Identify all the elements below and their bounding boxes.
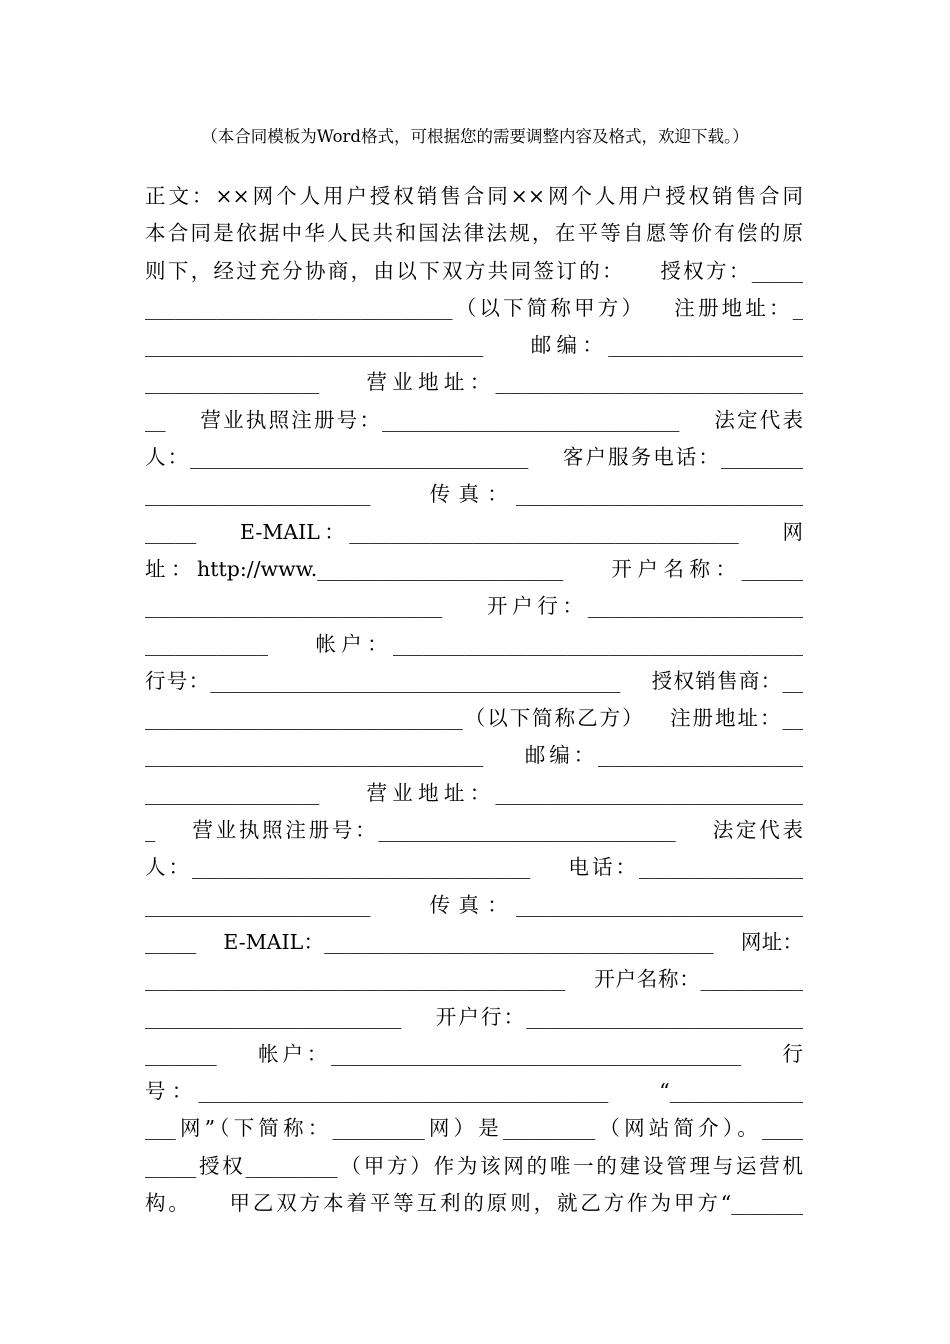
body-line: _____ E-MAIL：______________________________________ 网 [145,519,803,544]
body-line: 正文：××网个人用户授权销售合同××网个人用户授权销售合同 [145,184,803,208]
body-line: _________________________________________ 开户名称：__________ [145,967,803,992]
body-line: _________________ 营业地址：______________________________ [145,780,803,805]
body-line: 构。 甲乙双方本着平等互利的原则，就乙方作为甲方“_______ [145,1191,803,1216]
body-line: 本合同是依据中华人民共和国法律法规，在平等自愿等价有偿的原 [145,221,803,246]
contract-body [145,178,803,1222]
body-line: ____________ 帐户：________________________________________ [145,631,803,656]
body-line: ______________________ 传真：____________________________ [145,482,803,507]
body-line: ______________________________（以下简称甲方） 注册地址：_ [145,295,803,320]
body-line: _________________________________ 邮编：___________________ [145,333,803,358]
body-line: 则下，经过充分协商，由以下双方共同签订的： 授权方：_____ [145,258,803,283]
body-line: 人：_________________________________ 客户服务电话：________ [145,445,803,470]
body-line: 人：_________________________________ 电话：________________ [145,855,803,880]
body-line: _____ E-MAIL：______________________________________ 网址： [145,929,803,954]
body-line: _________________________________ 邮编：____________________ [145,743,803,768]
body-line: _________________________ 开户行：___________________________ [145,1004,803,1029]
body-line: ___网”（下简称：_________网）是_________（网站简介）。____ [145,1116,803,1141]
body-line: __ 营业执照注册号：_____________________________ 法定代表 [145,407,803,432]
body-line: _________________ 营业地址：______________________________ [145,370,803,395]
body-line: 号：________________________________________ “_____________ [145,1079,803,1104]
body-line: 址：http://www.________________________ 开户名称：______ [145,556,803,581]
body-line: _______ 帐户：________________________________________ 行 [145,1041,803,1066]
template-note: （本合同模板为Word格式，可根据您的需要调整内容及格式，欢迎下载。） [201,127,749,146]
body-line: _ 营业执照注册号：_____________________________ 法定代表 [145,818,803,843]
body-line: _____授权_________（甲方）作为该网的唯一的建设管理与运营机 [145,1153,803,1178]
body-line: _______________________________（以下简称乙方） 注册地址：__ [145,706,803,731]
body-line: _____________________________ 开户行：_____________________ [145,594,803,619]
body-line: ______________________ 传真：____________________________ [145,892,803,917]
body-line: 行号：________________________________________ 授权销售商：__ [145,668,803,693]
